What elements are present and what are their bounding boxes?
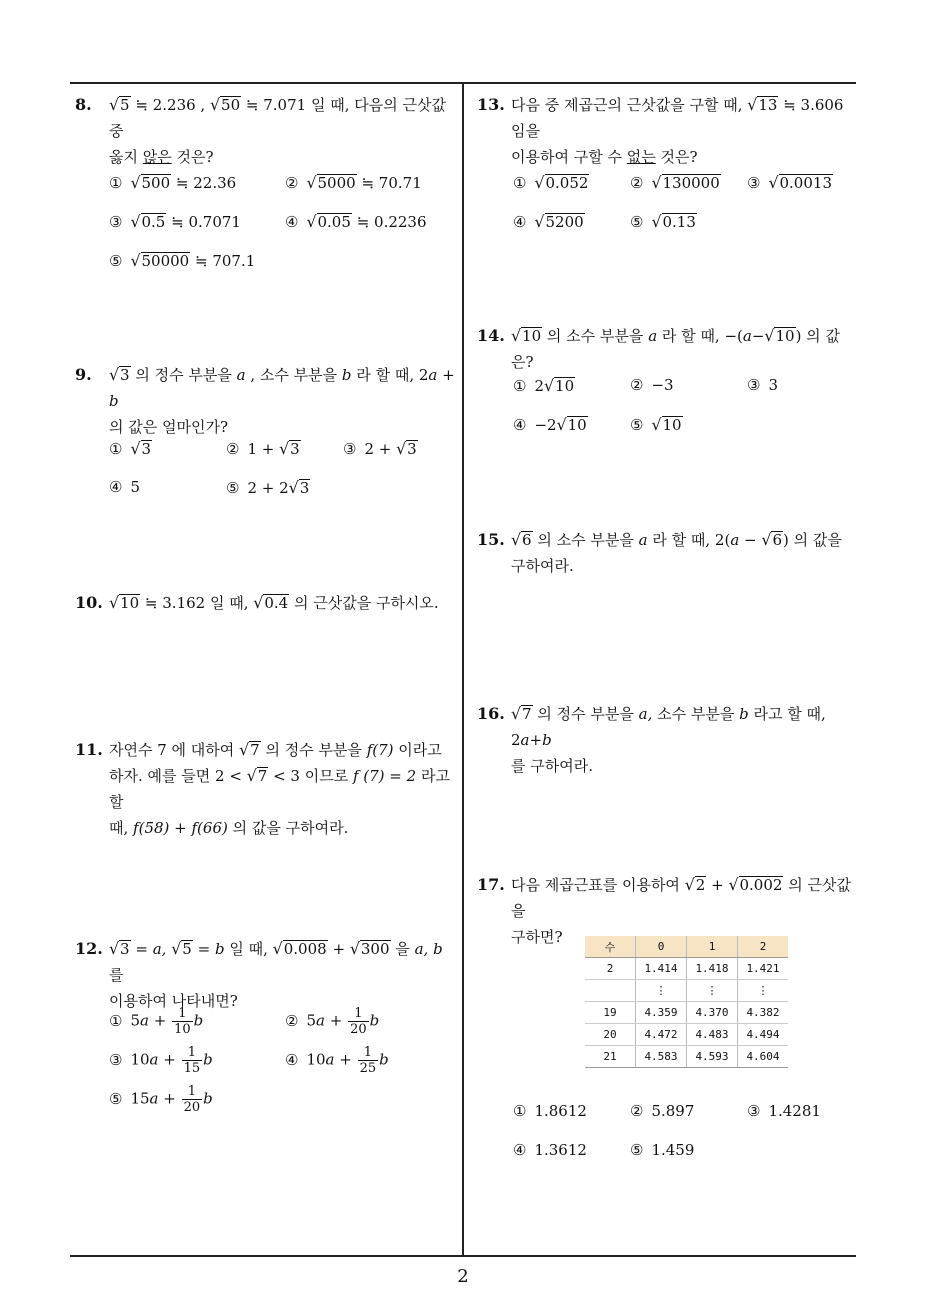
question-16 [477,701,862,779]
option-3[interactable]: ③ 2 + √3 [343,439,417,458]
option-3[interactable]: ③ √0.5 ≒ 0.7071 [109,212,241,231]
option-4[interactable]: ④ 5 [109,478,140,496]
option-5[interactable]: ⑤ 15a + $\frac{1}{20}$ b [109,1084,213,1115]
option-5[interactable]: ⑤ √10 [630,415,682,434]
option-2[interactable]: ② −3 [630,376,674,394]
option-1[interactable]: ① √3 [109,439,152,458]
option-1[interactable]: ① √500 ≒ 22.36 [109,173,237,192]
question-number: 14. [477,326,505,345]
bottom-rule [70,1255,856,1257]
option-2[interactable]: ② √5000 ≒ 70.71 [285,173,422,192]
option-2[interactable]: ② 5a + $\frac{1}{20}$ b [285,1006,380,1037]
option-1[interactable]: ① 1.8612 [513,1102,587,1120]
table-row: 20 4.472 4.483 4.494 [585,1024,788,1046]
option-2[interactable]: ② √130000 [630,173,720,192]
question-text: √7 의 정수 부분을 a, 소수 부분을 b 라고 할 때, 2a+b 를 구하여라. [511,704,826,775]
sqrt-expr: √5 [109,95,130,114]
question-number: 16. [477,704,505,723]
question-13 [477,92,862,170]
option-1[interactable]: ① √0.052 [513,173,589,192]
table-row: 19 4.359 4.370 4.382 [585,1002,788,1024]
option-4[interactable]: ④ √0.05 ≒ 0.2236 [285,212,427,231]
option-2[interactable]: ② 5.897 [630,1102,695,1120]
question-number: 13. [477,95,505,114]
question-text: √10 ≒ 3.162 일 때, √0.4 의 근삿값을 구하시오. [109,593,439,612]
question-9 [75,362,460,440]
question-number: 15. [477,530,505,549]
question-text: 다음 중 제곱근의 근삿값을 구할 때, √13 ≒ 3.606 임을 이용하여 구할 수 없는 것은? [511,95,844,166]
question-text: √5 ≒ 2.236 , √50 ≒ 7.071 일 때, 다음의 근삿값 중 옳지 않은 것은? [109,92,460,170]
option-1[interactable]: ① 5a + $\frac{1}{10}$ b [109,1006,204,1037]
option-3[interactable]: ③ 10a + $\frac{1}{15}$ b [109,1045,213,1076]
question-number: 17. [477,875,505,894]
question-text: 자연수 7 에 대하여 √7 의 정수 부분을 f(7) 이라고 하자. 예를 들면 2 < √7 < 3 이므로 f (7) = 2 라고 할 때, f(58) + f(66) 의 값을 구하여라. [109,740,450,837]
question-15 [477,527,862,579]
question-text: √3 = a, √5 = b 일 때, √0.008 + √300 을 a, b 를 이용하여 나타내면? [109,939,443,1010]
question-number: 11. [75,740,103,759]
question-text: √3 의 정수 부분을 a , 소수 부분을 b 라 할 때, 2a + b 의 값은 얼마인가? [109,365,455,436]
option-5[interactable]: ⑤ √0.13 [630,212,696,231]
option-3[interactable]: ③ √0.0013 [747,173,832,192]
option-2[interactable]: ② 1 + √3 [226,439,300,458]
table-row: 21 4.583 4.593 4.604 [585,1046,788,1068]
question-number: 10. [75,593,103,612]
option-4[interactable]: ④ 10a + $\frac{1}{25}$ b [285,1045,389,1076]
question-text: √10 의 소수 부분을 a 라 할 때, −(a−√10) 의 값은? [511,326,840,371]
table-header-row: 수 0 1 2 [585,936,788,958]
question-8 [75,92,460,170]
option-3[interactable]: ③ 3 [747,376,778,394]
option-5[interactable]: ⑤ 2 + 2√3 [226,478,310,497]
table-row: 2 1.414 1.418 1.421 [585,958,788,980]
option-4[interactable]: ④ 1.3612 [513,1141,587,1159]
option-3[interactable]: ③ 1.4281 [747,1102,821,1120]
question-11 [75,737,460,841]
question-12 [75,936,460,1014]
option-5[interactable]: ⑤ √50000 ≒ 707.1 [109,251,256,270]
table-row: ⋮ ⋮ ⋮ [585,980,788,1002]
question-14 [477,323,862,375]
question-number: 12. [75,939,103,958]
column-divider [462,82,464,1257]
page-number: 2 [457,1266,469,1287]
option-4[interactable]: ④ √5200 [513,212,584,231]
question-text: 다음 제곱근표를 이용하여 √2 + √0.002 의 근삿값을 구하면? [511,875,851,946]
option-1[interactable]: ① 2√10 [513,376,575,395]
option-4[interactable]: ④ −2√10 [513,415,587,434]
question-number: 9. [75,365,92,384]
square-root-table [585,936,788,1068]
question-text: √6 의 소수 부분을 a 라 할 때, 2(a − √6) 의 값을 구하여라. [511,530,842,575]
question-10 [75,590,460,616]
question-number: 8. [75,95,92,114]
option-5[interactable]: ⑤ 1.459 [630,1141,695,1159]
sqrt-expr: √50 [209,95,241,114]
